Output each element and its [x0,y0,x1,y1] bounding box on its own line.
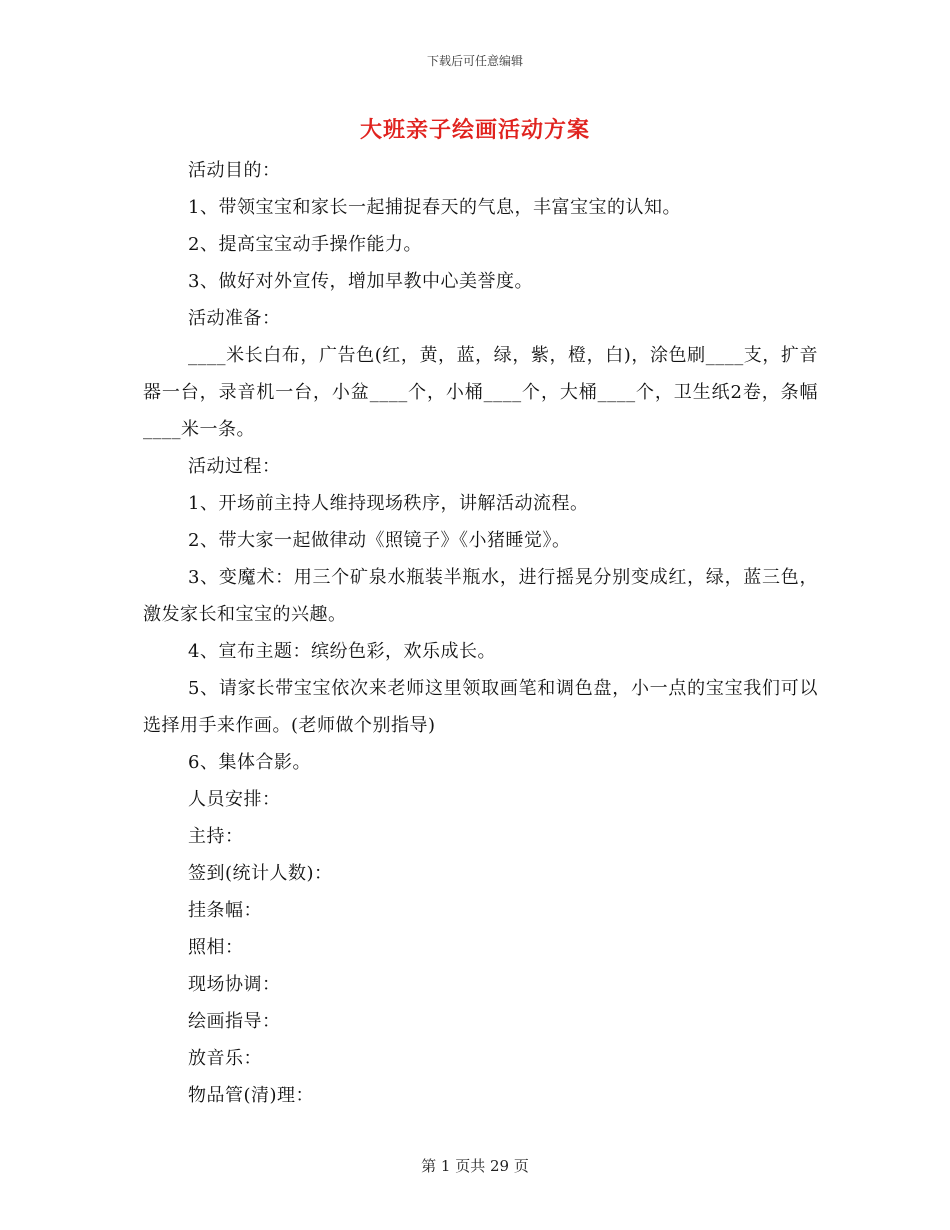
section-heading-preparation: 活动准备： [188,308,281,329]
process-step-2: 2、带大家一起做律动《照镜子》《小猪睡觉》。 [188,530,571,551]
staff-role-drawing-guide: 绘画指导： [188,1011,281,1032]
staff-role-banner: 挂条幅： [188,900,262,921]
page-footer: 第 1 页共 29 页 [421,1157,529,1175]
document-body [143,152,818,1114]
purpose-item-1: 1、带领宝宝和家长一起捕捉春天的气息，丰富宝宝的认知。 [188,197,681,218]
section-heading-purpose: 活动目的： [188,160,281,181]
document-title: 大班亲子绘画活动方案 [359,117,590,143]
preparation-list: ____米长白布，广告色(红，黄，蓝，绿，紫，橙，白)，涂色刷____支，扩音器一台，录音机一台，小盆____个，小桶____个，大桶____个，卫生纸2卷，条幅____米一条。 [143,345,818,440]
staff-role-photo: 照相： [188,937,244,958]
section-heading-staff: 人员安排： [188,789,281,810]
staff-role-coordination: 现场协调： [188,974,281,995]
process-step-4: 4、宣布主题：缤纷色彩，欢乐成长。 [188,641,496,662]
staff-role-music: 放音乐： [188,1048,262,1069]
staff-role-supplies: 物品管(清)理： [188,1085,315,1106]
purpose-item-3: 3、做好对外宣传，增加早教中心美誉度。 [188,271,533,292]
process-step-3: 3、变魔术：用三个矿泉水瓶装半瓶水，进行摇晃分别变成红，绿，蓝三色，激发家长和宝宝的兴趣。 [143,567,818,625]
page-header: 下载后可任意编辑 [426,54,523,68]
purpose-item-2: 2、提高宝宝动手操作能力。 [188,234,422,255]
staff-role-signin: 签到(统计人数)： [188,863,333,884]
section-heading-process: 活动过程： [188,456,281,477]
process-step-1: 1、开场前主持人维持现场秩序，讲解活动流程。 [188,493,589,514]
process-step-5: 5、请家长带宝宝依次来老师这里领取画笔和调色盘，小一点的宝宝我们可以选择用手来作画。(老师做个别指导) [143,678,818,736]
staff-role-host: 主持： [188,826,244,847]
process-step-6: 6、集体合影。 [188,752,311,773]
